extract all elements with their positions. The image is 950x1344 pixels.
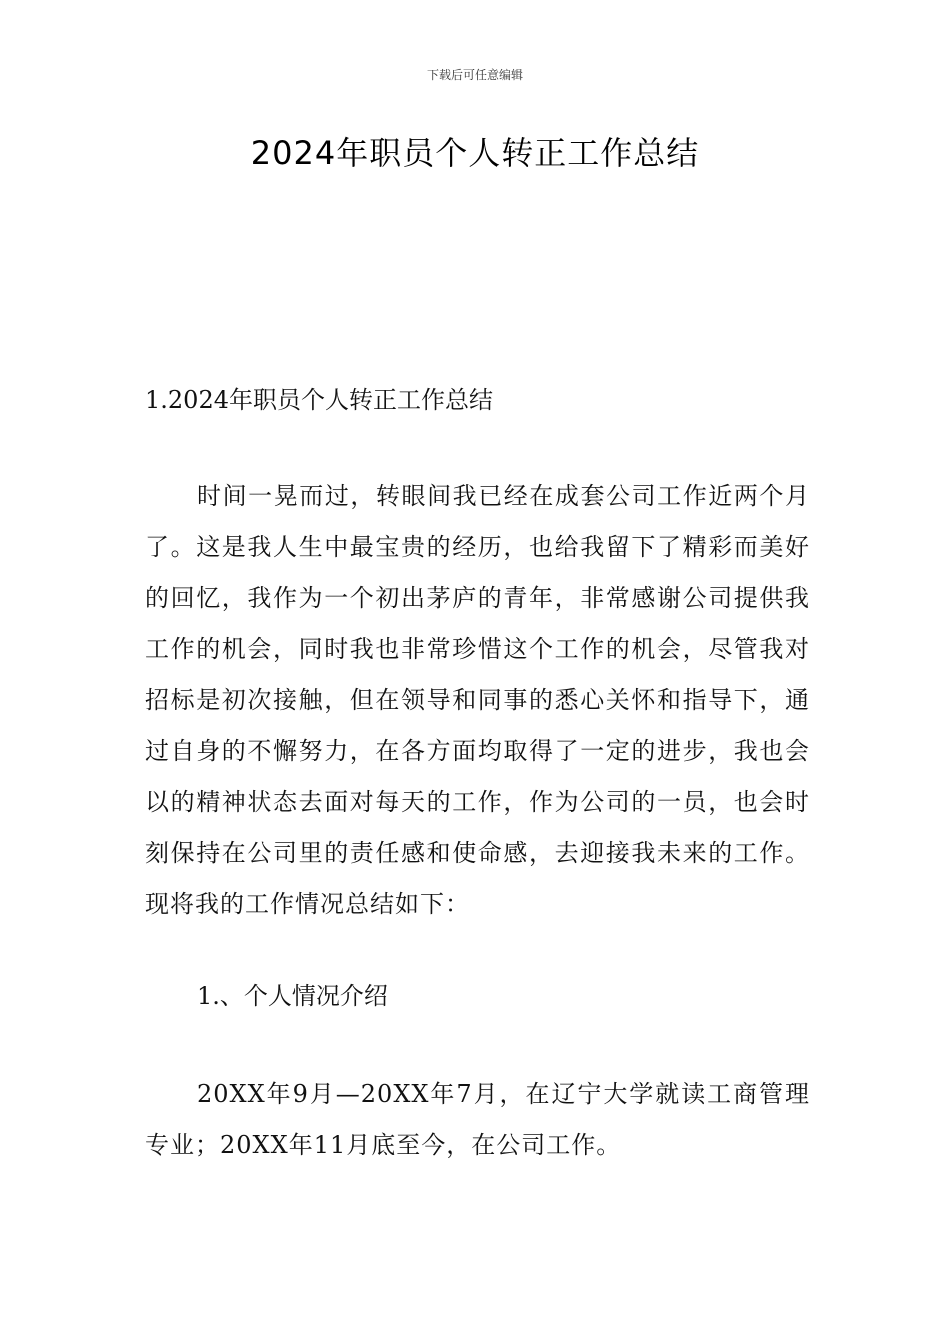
document-title: 2024年职员个人转正工作总结 <box>250 134 700 172</box>
intro-paragraph: 时间一晃而过，转眼间我已经在成套公司工作近两个月了。这是我人生中最宝贵的经历，也给我留下了精彩而美好的回忆，我作为一个初出茅庐的青年，非常感谢公司提供我工作的机会，同时我也非常珍惜这个工作的机会，尽管我对招标是初次接触，但在领导和同事的悉心关怀和指导下，通过自身的不懈努力，在各方面均取得了一定的进步，我也会以的精神状态去面对每天的工作，作为公司的一员，也会时刻保持在公司里的责任感和使命感，去迎接我未来的工作。现将我的工作情况总结如下： <box>145 482 810 918</box>
personal-info-paragraph: 20XX年9月—20XX年7月，在辽宁大学就读工商管理专业；20XX年11月底至今，在公司工作。 <box>145 1080 810 1159</box>
download-note: 下载后可任意编辑 <box>426 68 523 82</box>
subsection-heading-personal-info: 1.、个人情况介绍 <box>197 982 388 1010</box>
section-heading: 1.2024年职员个人转正工作总结 <box>145 386 493 414</box>
